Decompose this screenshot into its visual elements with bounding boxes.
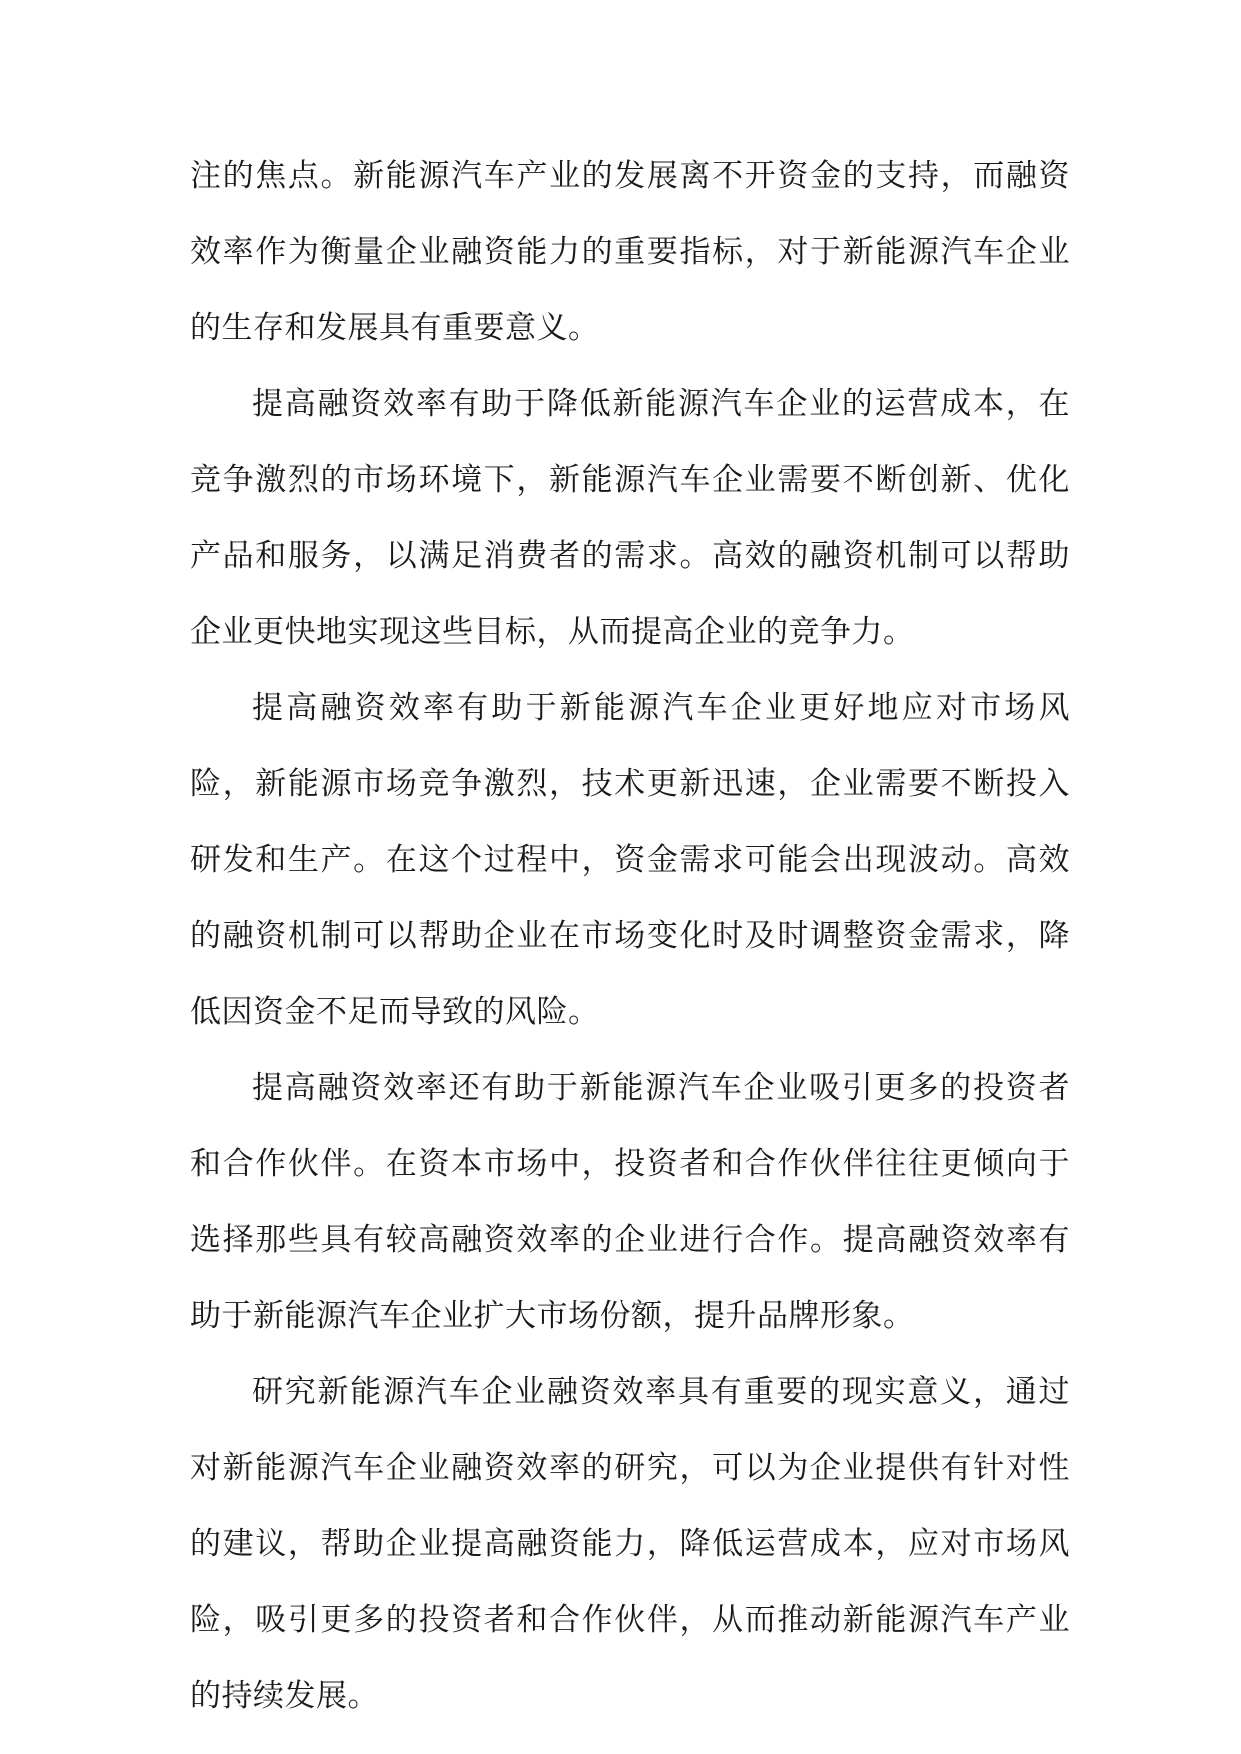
document-body [190,138,1070,1734]
paragraph-3: 提高融资效率有助于新能源汽车企业更好地应对市场风险，新能源市场竞争激烈，技术更新迅速，企业需要不断投入研发和生产。在这个过程中，资金需求可能会出现波动。高效的融资机制可以帮助企业在市场变化时及时调整资金需求，降低因资金不足而导致的风险。 [190,690,1070,1030]
paragraph-1: 注的焦点。新能源汽车产业的发展离不开资金的支持，而融资效率作为衡量企业融资能力的重要指标，对于新能源汽车企业的生存和发展具有重要意义。 [190,158,1070,346]
paragraph-5: 研究新能源汽车企业融资效率具有重要的现实意义，通过对新能源汽车企业融资效率的研究，可以为企业提供有针对性的建议，帮助企业提高融资能力，降低运营成本，应对市场风险，吸引更多的投资者和合作伙伴，从而推动新能源汽车产业的持续发展。 [190,1374,1070,1714]
paragraph-2: 提高融资效率有助于降低新能源汽车企业的运营成本，在竞争激烈的市场环境下，新能源汽车企业需要不断创新、优化产品和服务，以满足消费者的需求。高效的融资机制可以帮助企业更快地实现这些目标，从而提高企业的竞争力。 [190,386,1070,650]
paragraph-4: 提高融资效率还有助于新能源汽车企业吸引更多的投资者和合作伙伴。在资本市场中，投资者和合作伙伴往往更倾向于选择那些具有较高融资效率的企业进行合作。提高融资效率有助于新能源汽车企业扩大市场份额，提升品牌形象。 [190,1070,1070,1334]
